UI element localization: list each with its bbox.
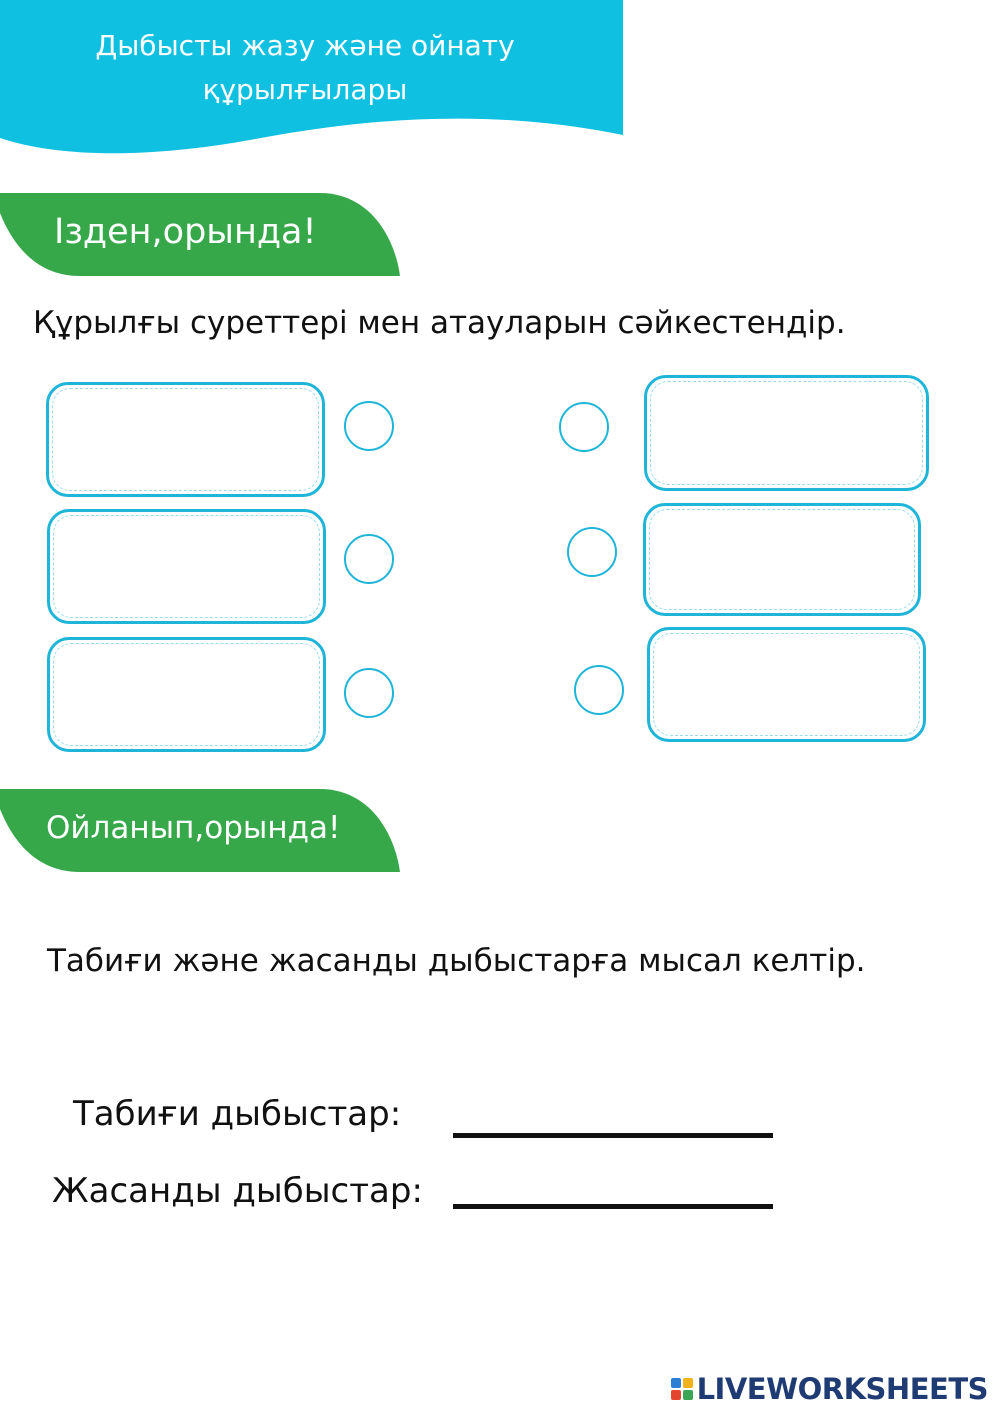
page-title-line-2: құрылғылары	[202, 73, 408, 106]
page-title	[40, 24, 570, 112]
liveworksheets-watermark	[671, 1372, 988, 1406]
right-match-box-3[interactable]	[647, 627, 926, 742]
left-match-box-2[interactable]	[47, 509, 326, 624]
section-2-banner-label: Ойланып,орында!	[46, 810, 341, 846]
natural-sounds-label: Табиғи дыбыстар:	[73, 1094, 402, 1134]
section-2-instruction: Табиғи және жасанды дыбыстарға мысал келтір.	[47, 943, 866, 979]
left-match-box-3[interactable]	[47, 637, 326, 752]
artificial-sounds-answer-line[interactable]	[453, 1204, 773, 1209]
left-match-dot-1[interactable]	[344, 401, 394, 451]
left-match-box-1[interactable]	[46, 382, 325, 497]
right-match-dot-1[interactable]	[559, 402, 609, 452]
liveworksheets-logo-icon	[671, 1378, 693, 1400]
section-1-banner-label: Ізден,орында!	[54, 212, 317, 252]
left-match-dot-3[interactable]	[344, 668, 394, 718]
right-match-dot-3[interactable]	[574, 665, 624, 715]
right-match-dot-2[interactable]	[567, 527, 617, 577]
watermark-text: LIVEWORKSHEETS	[696, 1372, 988, 1406]
right-match-box-1[interactable]	[644, 375, 929, 491]
right-match-box-2[interactable]	[643, 503, 921, 616]
left-match-dot-2[interactable]	[344, 534, 394, 584]
natural-sounds-answer-line[interactable]	[453, 1133, 773, 1138]
artificial-sounds-label: Жасанды дыбыстар:	[52, 1171, 423, 1211]
section-1-instruction: Құрылғы суреттері мен атауларын сәйкестендір.	[33, 305, 846, 341]
page-title-line-1: Дыбысты жазу және ойнату	[95, 29, 515, 62]
